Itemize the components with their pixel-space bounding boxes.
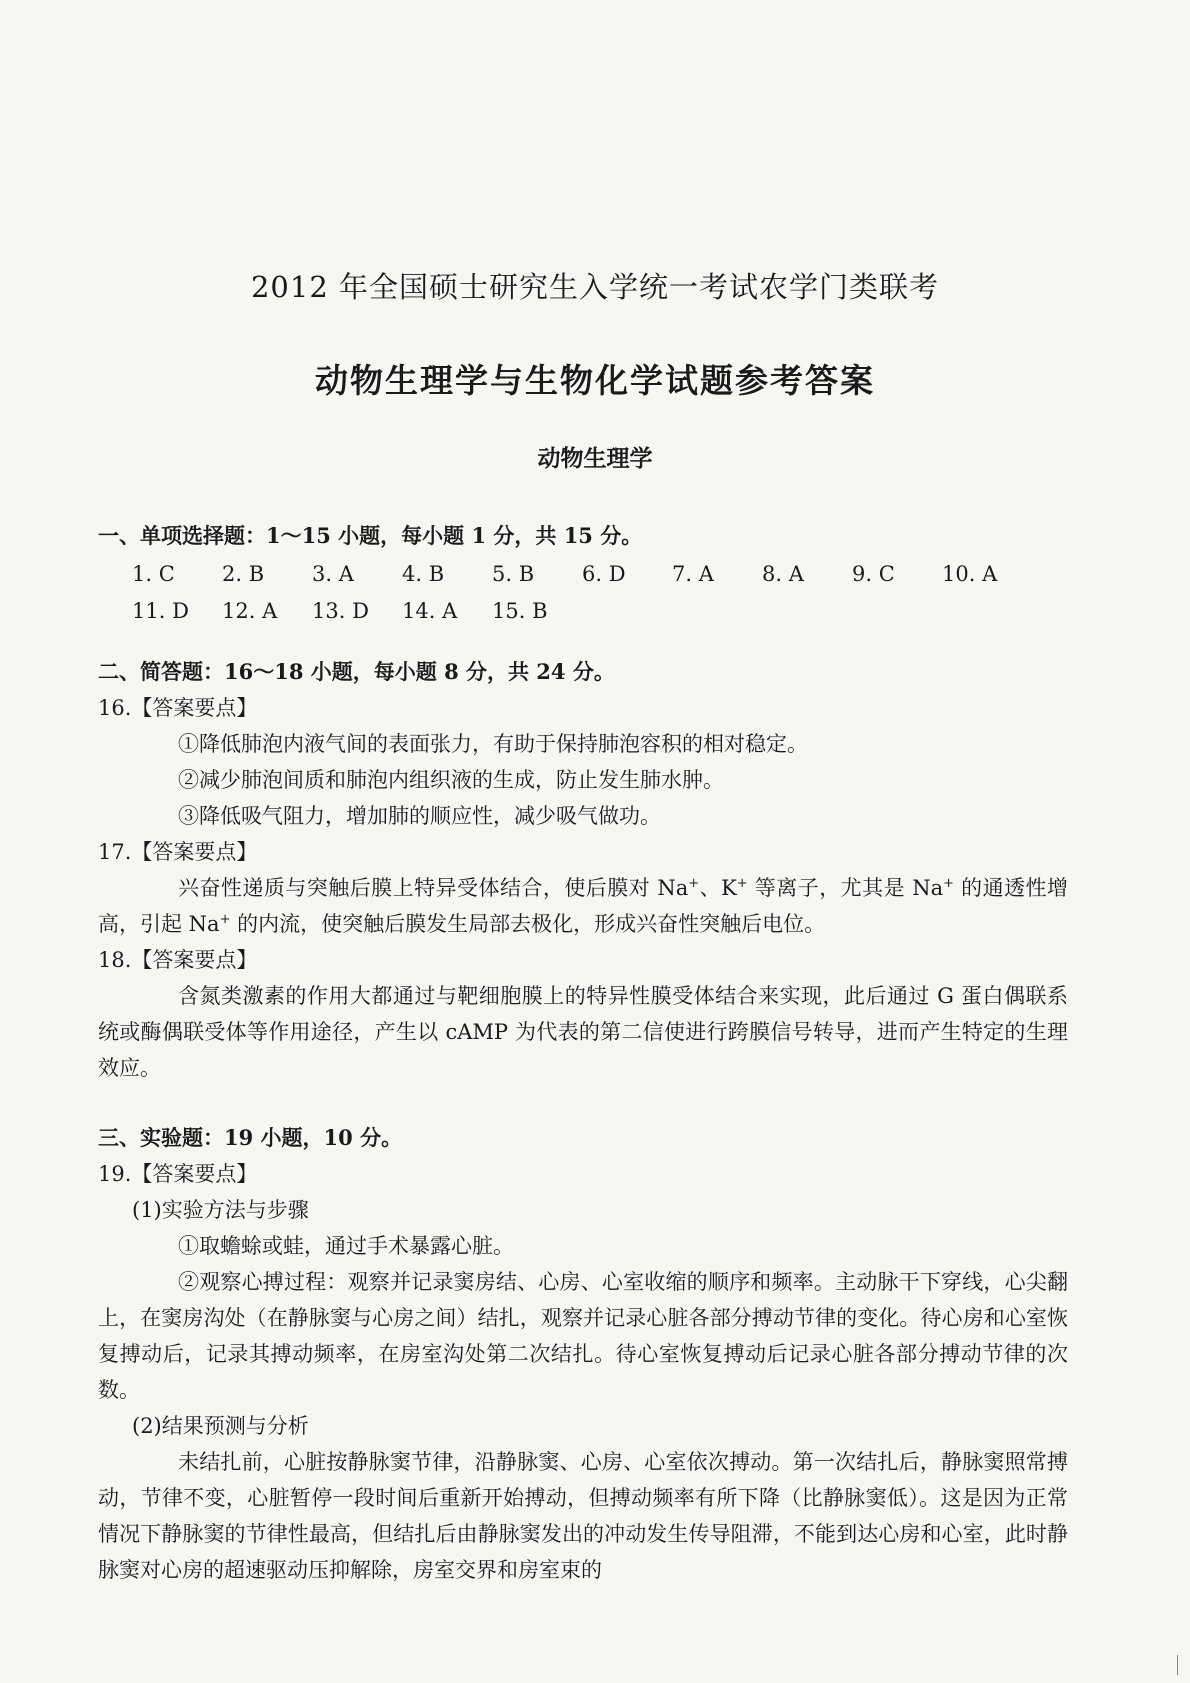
section1-heading: 一、单项选择题：1～15 小题，每小题 1 分，共 15 分。 — [98, 523, 643, 548]
answer-item: 12. A — [222, 599, 278, 623]
exam-title: 2012 年全国硕士研究生入学统一考试农学门类联考 — [250, 270, 940, 304]
q16-label: 16.【答案要点】 — [98, 696, 258, 720]
q19-analysis: 未结扎前，心脏按静脉窦节律，沿静脉窦、心房、心室依次搏动。第一次结扎后，静脉窦照常搏动，节律不变，心脏暂停一段时间后重新开始搏动，但搏动频率有所下降（比静脉窦低）。这是因为正常情况下静脉窦的节律性最高，但结扎后由静脉窦发出的冲动发生传导阻滞，不能到达心房和心室，此时静脉窦对心房的超速驱动压抑解除，房室交界和房室束的 — [98, 1450, 1068, 1582]
spacer — [98, 1086, 1068, 1120]
answer-item: 5. B — [492, 562, 535, 586]
q16-point-3: ③降低吸气阻力，增加肺的顺应性，减少吸气做功。 — [178, 804, 661, 828]
choice-answers — [98, 556, 1068, 630]
q19-sub2: (2)结果预测与分析 — [132, 1414, 309, 1438]
q19-step1: ①取蟾蜍或蛙，通过手术暴露心脏。 — [178, 1234, 514, 1258]
q17-sup-1: + — [688, 876, 700, 891]
q18-label: 18.【答案要点】 — [98, 948, 258, 972]
q17-label: 17.【答案要点】 — [98, 840, 258, 864]
q16-point-2: ②减少肺泡间质和肺泡内组织液的生成，防止发生肺水肿。 — [178, 768, 724, 792]
answer-item: 11. D — [132, 599, 189, 623]
answer-item: 3. A — [312, 562, 354, 586]
q17-text-e: 的内流，使突触后膜发生局部去极化，形成兴奋性突触后电位。 — [230, 912, 826, 936]
answer-item: 4. B — [402, 562, 445, 586]
answer-row-1 — [132, 556, 1068, 593]
answer-item: 13. D — [312, 599, 369, 623]
paper-title: 动物生理学与生物化学试题参考答案 — [315, 361, 875, 400]
answer-item: 2. B — [222, 562, 265, 586]
answer-item: 10. A — [942, 562, 998, 586]
q17-text-b: 、K — [699, 876, 737, 900]
section3-heading: 三、实验题：19 小题，10 分。 — [98, 1125, 403, 1150]
q19-sub1: (1)实验方法与步骤 — [132, 1198, 309, 1222]
answer-item: 15. B — [492, 599, 548, 623]
answer-item: 1. C — [132, 562, 175, 586]
answer-item: 9. C — [852, 562, 895, 586]
answer-item: 8. A — [762, 562, 804, 586]
answer-item: 6. D — [582, 562, 626, 586]
answer-item: 7. A — [672, 562, 714, 586]
q17-answer — [98, 870, 1068, 942]
q17-sup-2: + — [736, 876, 748, 891]
q17-text-a: 兴奋性递质与突触后膜上特异受体结合，使后膜对 Na — [178, 876, 689, 900]
scan-edge-mark — [1177, 1655, 1178, 1675]
q17-text-d: 的通透性增高，引起 Na — [98, 876, 1068, 936]
answer-item: 14. A — [402, 599, 458, 623]
q16-point-1: ①降低肺泡内液气间的表面张力，有助于保持肺泡容积的相对稳定。 — [178, 732, 808, 756]
q17-sup-3: + — [943, 876, 954, 891]
q19-step2: ②观察心搏过程：观察并记录窦房结、心房、心室收缩的顺序和频率。主动脉干下穿线，心尖翻上，在窦房沟处（在静脉窦与心房之间）结扎，观察并记录心脏各部分搏动节律的变化。待心房和心室恢复搏动后，记录其搏动频率，在房室沟处第二次结扎。待心室恢复搏动后记录心脏各部分搏动节律的次数。 — [98, 1270, 1068, 1402]
q17-text-c: 等离子，尤其是 Na — [747, 876, 944, 900]
spacer — [98, 630, 1068, 654]
q17-sup-4: + — [219, 912, 231, 927]
answer-row-2 — [132, 593, 1068, 630]
q18-answer: 含氮类激素的作用大都通过与靶细胞膜上的特异性膜受体结合来实现，此后通过 G 蛋白偶联系统或酶偶联受体等作用途径，产生以 cAMP 为代表的第二信使进行跨膜信号转导，进而产生特定的生理效应。 — [98, 984, 1068, 1080]
section2-heading: 二、简答题：16～18 小题，每小题 8 分，共 24 分。 — [98, 659, 615, 684]
q19-label: 19.【答案要点】 — [98, 1162, 258, 1186]
part-title: 动物生理学 — [537, 445, 653, 472]
answer-content — [98, 518, 1068, 1588]
